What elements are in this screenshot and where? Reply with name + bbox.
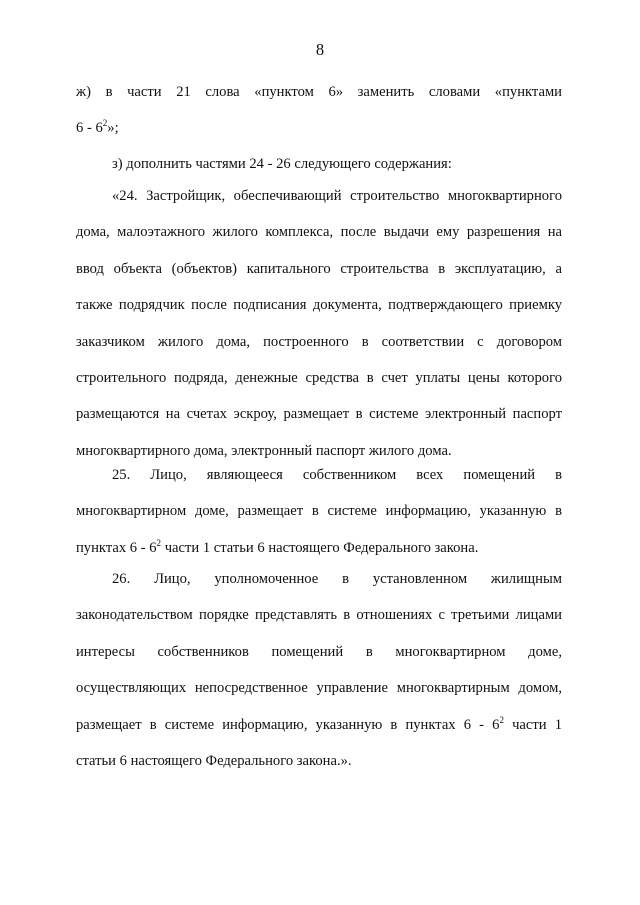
text-line: многоквартирном доме, размещает в системе информацию, указанную в	[76, 503, 562, 520]
paragraph-part-25	[76, 457, 562, 566]
text-run: части 1	[503, 716, 562, 733]
text-line	[76, 707, 562, 743]
paragraph-part-24	[76, 178, 562, 469]
text-line: статьи 6 настоящего Федерального закона.».	[76, 753, 352, 770]
text-run: пунктах 6 - 6	[76, 539, 157, 556]
text-line: также подрядчик после подписания документа, подтверждающего приемку	[76, 297, 562, 314]
text-line: 26. Лицо, уполномоченное в установленном жилищным	[112, 571, 562, 587]
superscript: 2	[156, 537, 162, 548]
superscript: 2	[102, 118, 108, 129]
paragraph-part-26	[76, 561, 562, 779]
text-line: интересы собственников помещений в многоквартирном доме,	[76, 643, 562, 660]
text-line: дома, малоэтажного жилого комплекса, после выдачи ему разрешения на	[76, 224, 562, 241]
text-line: з) дополнить частями 24 - 26 следующего содержания:	[112, 156, 452, 172]
text-line: ввод объекта (объектов) капитального строительства в эксплуатацию, а	[76, 260, 562, 277]
text-run: »;	[107, 120, 119, 137]
paragraph-item-zh	[76, 74, 562, 147]
text-line: «24. Застройщик, обеспечивающий строительство многоквартирного	[112, 188, 562, 204]
text-line: многоквартирного дома, электронный паспорт жилого дома.	[76, 442, 452, 459]
text-line: осуществляющих непосредственное управление многоквартирным домом,	[76, 680, 562, 697]
paragraph-item-z	[76, 146, 562, 182]
text-line: законодательством порядке представлять в отношениях с третьими лицами	[76, 607, 562, 624]
text-run: части 1 статьи 6 настоящего Федерального закона.	[161, 539, 479, 556]
text-line	[76, 110, 562, 146]
text-line: ж) в части 21 слова «пунктом 6» заменить словами «пунктами	[76, 84, 562, 100]
text-run: размещает в системе информацию, указанную в пунктах 6 - 6	[76, 716, 500, 733]
text-line: заказчиком жилого дома, построенного в соответствии с договором	[76, 333, 562, 350]
superscript: 2	[499, 714, 504, 725]
text-line: 25. Лицо, являющееся собственником всех помещений в	[112, 467, 562, 483]
page-number: 8	[315, 40, 325, 59]
text-line: строительного подряда, денежные средства в счет уплаты цены которого	[76, 370, 562, 387]
text-run: 6 - 6	[76, 120, 103, 137]
text-line: размещаются на счетах эскроу, размещает в системе электронный паспорт	[76, 406, 562, 423]
